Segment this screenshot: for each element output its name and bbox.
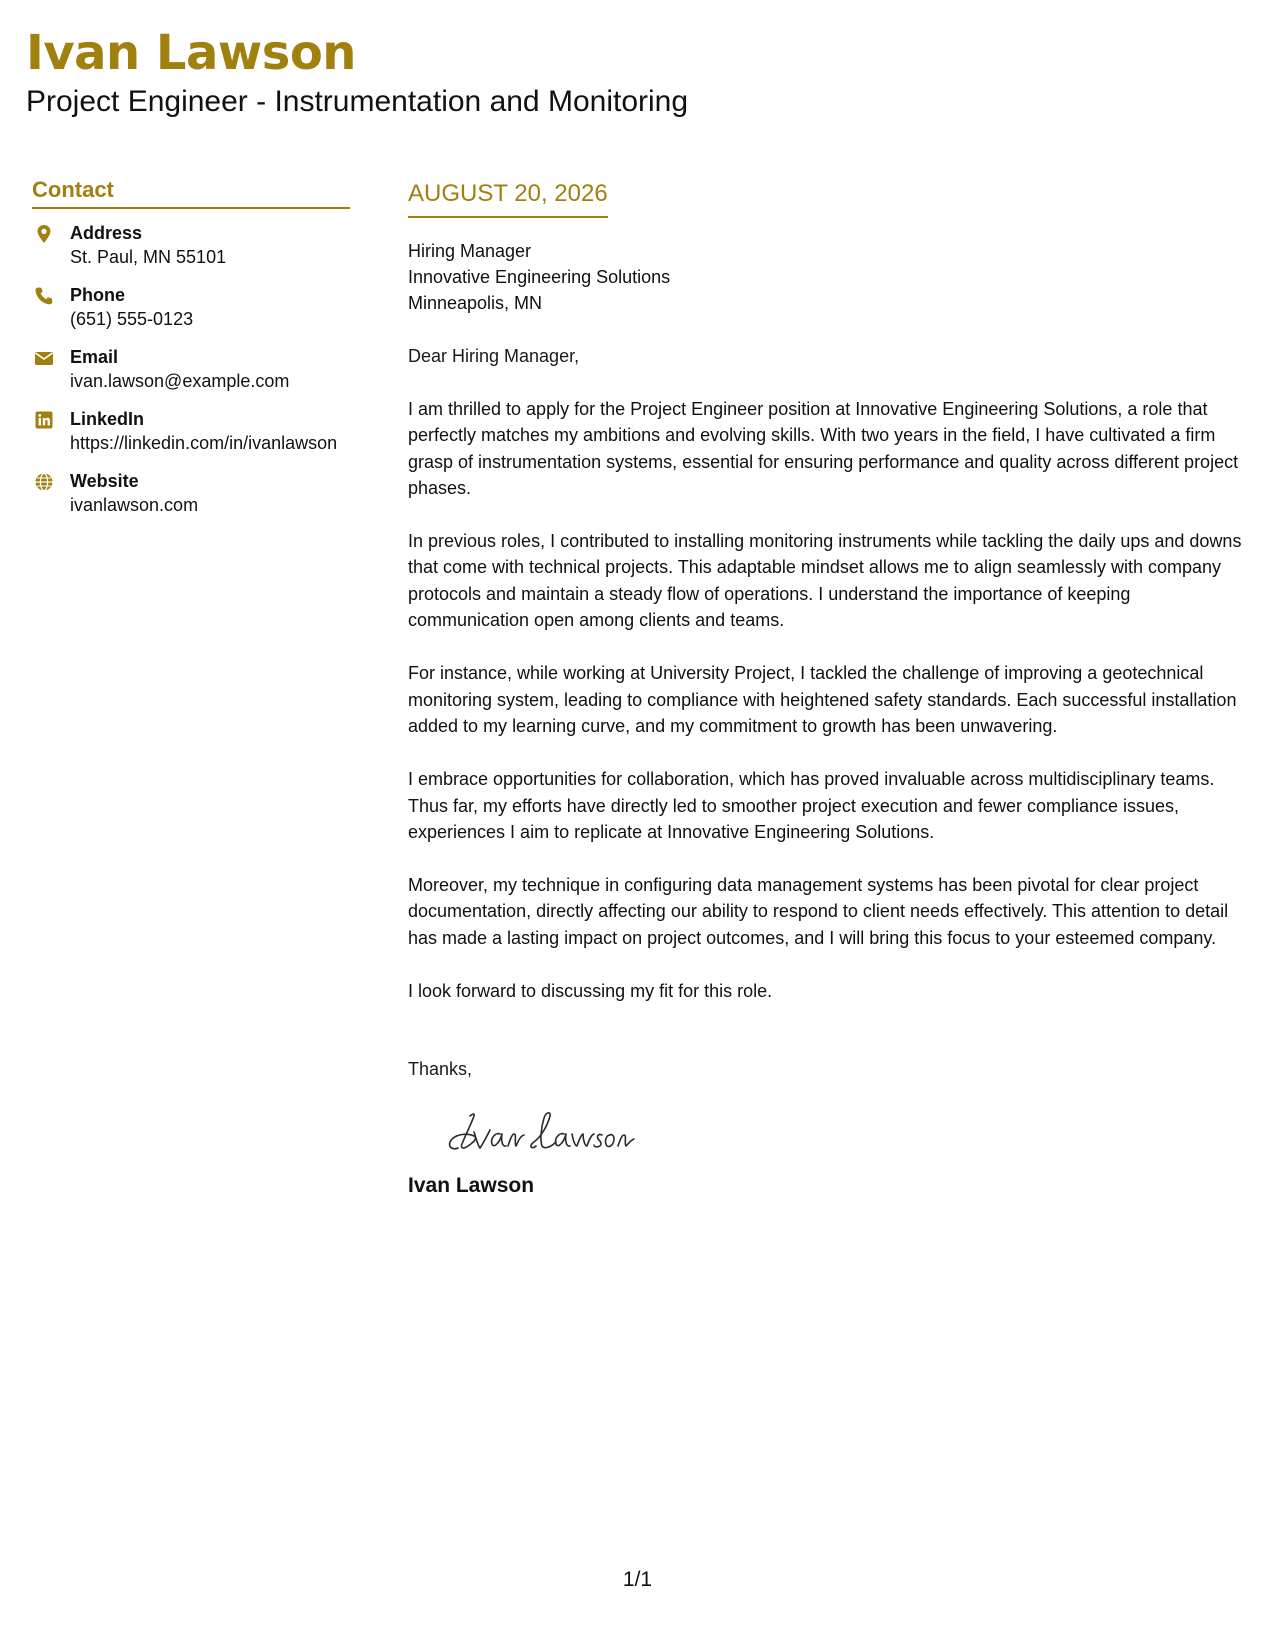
contact-value[interactable]: https://linkedin.com/in/ivanlawson	[70, 433, 338, 453]
contact-item-website	[32, 469, 350, 517]
signer-name: Ivan Lawson	[408, 1174, 535, 1198]
contact-section-title: Contact	[32, 176, 350, 209]
contact-item-email	[32, 345, 350, 393]
letter-paragraph-4: I embrace opportunities for collaboration, which has proved invaluable across multidisciplinary teams. Thus far, my efforts have directly led to smoother project execution and fewer compliance issues, experiences I aim to replicate at Innovative Engineering Solutions.	[408, 769, 1215, 842]
contact-item-phone	[32, 283, 350, 331]
contact-label: Address	[70, 223, 143, 243]
contact-label: Website	[70, 471, 139, 491]
letter-paragraph-3: For instance, while working at University Project, I tackled the challenge of improving a geotechnical monitoring system, leading to compliance with heightened safety standards. Each successful installation added to my learning curve, and my commitment to growth has been unwavering.	[408, 663, 1237, 736]
handwritten-signature	[444, 1102, 644, 1162]
contact-sidebar	[32, 176, 350, 531]
contact-value[interactable]: ivanlawson.com	[70, 495, 199, 515]
letter-paragraph-5: Moreover, my technique in configuring data management systems has been pivotal for clear project documentation, directly affecting our ability to respond to client needs effectively. This attention to detail has made a lasting impact on project outcomes, and I will bring this focus to your esteemed company.	[408, 875, 1229, 948]
letter-date: AUGUST 20, 2026	[408, 178, 608, 218]
linkedin-icon	[34, 410, 54, 430]
contact-value: St. Paul, MN 55101	[70, 247, 227, 267]
recipient-location: Minneapolis, MN	[408, 293, 543, 313]
contact-item-linkedin	[32, 407, 350, 455]
recipient-title: Hiring Manager	[408, 241, 532, 261]
recipient-block	[408, 238, 1248, 316]
contact-label: LinkedIn	[70, 409, 145, 429]
contact-item-address	[32, 221, 350, 269]
closing: Thanks,	[408, 1059, 473, 1080]
envelope-icon	[34, 348, 54, 368]
letter-paragraph-1: I am thrilled to apply for the Project Engineer position at Innovative Engineering Solutions, a role that perfectly matches my ambitions and evolving skills. With two years in the field, I have cultivated a firm grasp of instrumentation systems, essential for ensuring performance and quality across different project phases.	[408, 399, 1239, 498]
contact-label: Phone	[70, 285, 126, 305]
salutation: Dear Hiring Manager,	[408, 346, 580, 366]
letter-paragraph-6: I look forward to discussing my fit for this role.	[408, 981, 773, 1002]
phone-icon	[34, 286, 54, 306]
contact-label: Email	[70, 347, 119, 367]
page-number: 1/1	[622, 1568, 653, 1591]
letter-paragraph-2: In previous roles, I contributed to installing monitoring instruments while tackling the daily ups and downs that come with technical projects. This adaptable mindset allows me to align seamlessly with company protocols and maintain a steady flow of operations. I understand the importance of keeping communication open among clients and teams.	[408, 531, 1242, 631]
contact-value: (651) 555-0123	[70, 309, 194, 329]
applicant-headline: Project Engineer - Instrumentation and Monitoring	[26, 85, 689, 118]
applicant-name: Ivan Lawson	[26, 25, 356, 81]
recipient-company: Innovative Engineering Solutions	[408, 267, 671, 287]
contact-value[interactable]: ivan.lawson@example.com	[70, 371, 290, 391]
map-pin-icon	[34, 224, 54, 244]
letter-body	[408, 178, 1248, 1200]
letter-header	[26, 22, 688, 120]
globe-icon	[34, 472, 54, 492]
